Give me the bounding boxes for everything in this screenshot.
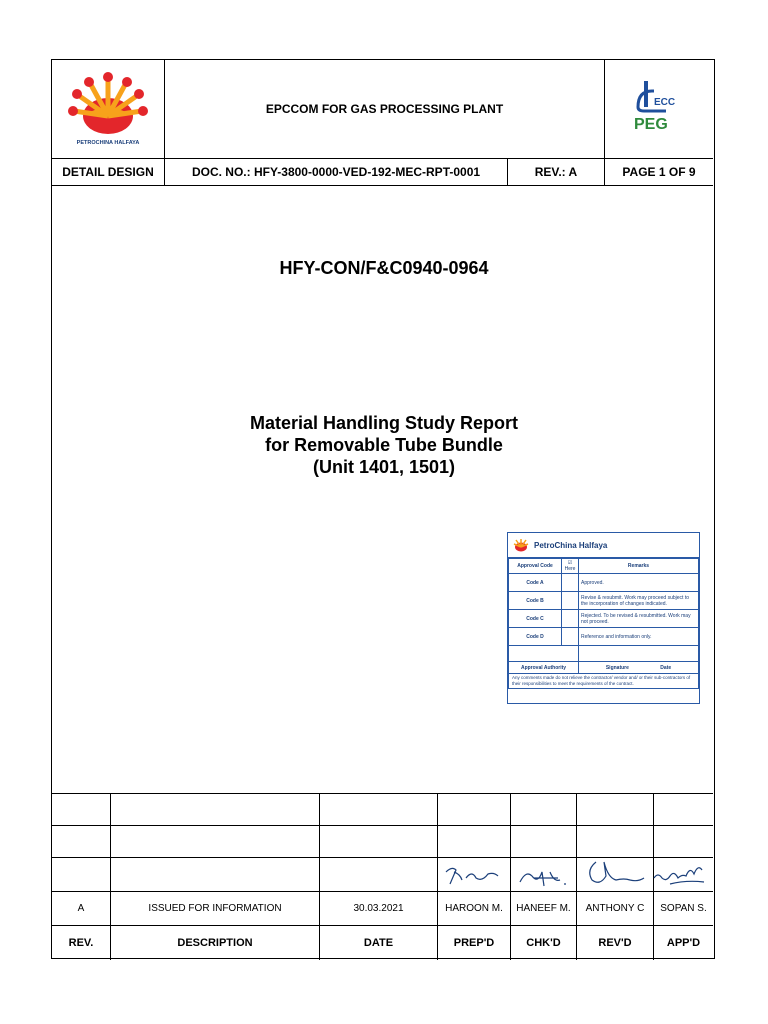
rev-cell-empty bbox=[511, 826, 577, 858]
rev-cell-empty bbox=[577, 826, 654, 858]
revision-header-row bbox=[52, 926, 713, 960]
checked-signature bbox=[514, 862, 574, 892]
stamp-signature-label: Signature bbox=[605, 664, 629, 671]
stamp-col-code: Approval Code bbox=[509, 559, 562, 574]
stamp-authority: Approval Authority bbox=[509, 662, 579, 674]
reviewed-by: ANTHONY C bbox=[577, 892, 654, 926]
petrochina-logo-icon bbox=[68, 71, 148, 143]
stamp-table bbox=[508, 558, 699, 689]
stamp-remark-a: Approved. bbox=[579, 574, 699, 592]
rev-cell-empty bbox=[320, 826, 438, 858]
stamp-blank-signature bbox=[579, 646, 699, 662]
stamp-header bbox=[508, 533, 699, 558]
document-page bbox=[51, 59, 715, 959]
prepared-by: HAROON M. bbox=[438, 892, 511, 926]
stamp-date-label: Date bbox=[660, 664, 672, 671]
rev-cell-empty bbox=[577, 794, 654, 826]
cpecc-peg-logo-icon bbox=[624, 77, 694, 137]
stamp-remark-c: Rejected. To be revised & resubmitted. Work may not proceed. bbox=[579, 610, 699, 628]
revision-label: REV.: A bbox=[508, 158, 605, 185]
stamp-code-a: Code A bbox=[509, 574, 562, 592]
rev-cell-empty bbox=[52, 826, 111, 858]
stamp-blank-authority bbox=[509, 646, 579, 662]
document-title bbox=[52, 412, 716, 478]
stamp-remark-b: Revise & resubmit. Work may proceed subject to the incorporation of changes indicated. bbox=[579, 592, 699, 610]
rev-cell-empty bbox=[320, 794, 438, 826]
stamp-col-check-label: Here bbox=[564, 566, 576, 572]
stamp-code-d: Code D bbox=[509, 628, 562, 646]
description-value: ISSUED FOR INFORMATION bbox=[111, 892, 320, 926]
rev-cell-empty bbox=[111, 794, 320, 826]
rev-cell-empty bbox=[438, 794, 511, 826]
stamp-company: PetroChina Halfaya bbox=[534, 540, 608, 550]
stamp-check-a bbox=[562, 574, 579, 592]
rev-cell-empty bbox=[52, 858, 111, 892]
project-title: EPCCOM FOR GAS PROCESSING PLANT bbox=[165, 60, 605, 158]
revision-row bbox=[52, 892, 713, 926]
document-title-line1: Material Handling Study Report bbox=[249, 413, 519, 433]
document-number: DOC. NO.: HFY-3800-0000-VED-192-MEC-RPT-0001 bbox=[165, 158, 508, 185]
stamp-col-remarks: Remarks bbox=[579, 559, 699, 574]
title-block-header bbox=[52, 60, 713, 186]
rev-cell-empty bbox=[511, 794, 577, 826]
rev-cell-empty bbox=[654, 794, 714, 826]
contractor-logo-cell bbox=[605, 60, 714, 158]
checked-by: HANEEF M. bbox=[511, 892, 577, 926]
stamp-signature-date bbox=[579, 662, 699, 674]
page-number: PAGE 1 OF 9 bbox=[605, 158, 714, 185]
date-value: 30.03.2021 bbox=[320, 892, 438, 926]
stamp-code-c: Code C bbox=[509, 610, 562, 628]
rev-cell-empty bbox=[111, 826, 320, 858]
rev-cell-empty bbox=[654, 826, 714, 858]
document-title-line2: for Removable Tube Bundle bbox=[265, 435, 503, 455]
stamp-check-d bbox=[562, 628, 579, 646]
stamp-check-b bbox=[562, 592, 579, 610]
client-logo-text: PETROCHINA HALFAYA bbox=[76, 140, 140, 147]
reference-number: HFY-CON/F&C0940-0964 bbox=[279, 258, 489, 278]
svg-text:ECC: ECC bbox=[654, 97, 676, 109]
prepd-header: PREP'D bbox=[438, 926, 511, 960]
approval-stamp bbox=[507, 532, 700, 704]
date-header: DATE bbox=[320, 926, 438, 960]
document-title-line3: (Unit 1401, 1501) bbox=[312, 457, 456, 477]
client-logo-cell bbox=[52, 60, 165, 158]
rev-header: REV. bbox=[52, 926, 111, 960]
reviewed-signature bbox=[582, 856, 648, 890]
rev-cell-empty bbox=[52, 794, 111, 826]
prepared-signature bbox=[442, 860, 502, 890]
svg-text:PEG: PEG bbox=[634, 116, 668, 134]
approved-signature bbox=[650, 856, 710, 890]
chkd-header: CHK'D bbox=[511, 926, 577, 960]
rev-value: A bbox=[52, 892, 111, 926]
checkbox-icon: ☑ bbox=[567, 560, 573, 566]
rev-cell-empty bbox=[438, 826, 511, 858]
stamp-check-c bbox=[562, 610, 579, 628]
stamp-col-check bbox=[562, 559, 579, 574]
phase-label: DETAIL DESIGN bbox=[52, 158, 165, 185]
appd-header: APP'D bbox=[654, 926, 714, 960]
stamp-note: Any comments made do not relieve the contractor/ vendor and/ or their sub-contractors of their responsibilities to meet the requirements of the contract. bbox=[509, 674, 699, 689]
rev-cell-empty bbox=[111, 858, 320, 892]
revd-header: REV'D bbox=[577, 926, 654, 960]
stamp-remark-d: Reference and information only. bbox=[579, 628, 699, 646]
rev-cell-empty bbox=[320, 858, 438, 892]
description-header: DESCRIPTION bbox=[111, 926, 320, 960]
stamp-code-b: Code B bbox=[509, 592, 562, 610]
approved-by: SOPAN S. bbox=[654, 892, 714, 926]
stamp-logo-icon bbox=[512, 537, 530, 553]
